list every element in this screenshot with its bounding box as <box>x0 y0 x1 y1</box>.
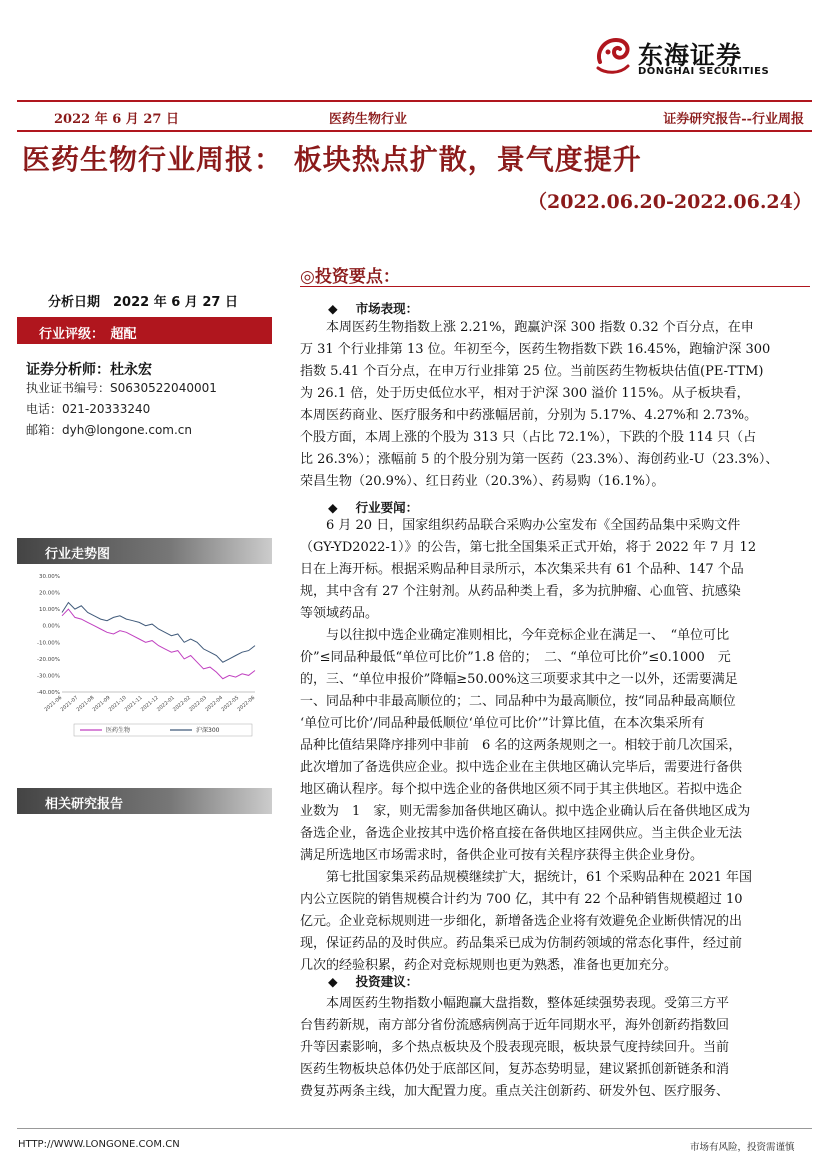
trend-section-title: 行业走势图 <box>45 547 111 562</box>
body-line: 内公立医院的销售规模合计约为 700 亿，其中有 22 个品种销售规模超过 10 <box>300 892 743 907</box>
body-line: 为 26.1 倍，处于历史低位水平，相对于沪深 300 溢价 115%。从子板块看， <box>300 386 750 401</box>
body-line: （GY-YD2022-1）》的公告，第七批全国集采正式开始，将于 2022 年 7 月 12 <box>300 540 757 555</box>
body-line: 此次增加了备选供应企业。拟中选企业在主供地区确认完毕后，需要进行备供 <box>300 760 743 775</box>
brand-name-en: DONGHAI SECURITIES <box>638 66 770 77</box>
analysis-date: 分析日期 2022 年 6 月 27 日 <box>48 295 238 310</box>
body-line: 价”≤同品种最低“单位可比价”1.8 倍的； 二、“单位可比价”≤0.1000 元 <box>300 650 731 665</box>
x-tick-label: 2022-05 <box>220 694 241 713</box>
subsection-news <box>328 498 418 516</box>
x-tick-label: 2021-12 <box>139 694 160 713</box>
key-points-divider <box>300 286 810 287</box>
body-line: 指数 5.41 个百分点，在申万行业排第 25 位。当前医药生物板块估值(PE-TTM) <box>300 364 764 379</box>
report-period: （2022.06.20-2022.06.24） <box>528 191 812 213</box>
dragon-emblem-icon <box>590 32 636 78</box>
body-line: ‘单位可比价’/同品种最低顺位‘单位可比价’”计算比值，在本次集采所有 <box>300 716 705 731</box>
industry-rating-bar <box>17 317 272 344</box>
y-tick-label: -30.00% <box>37 673 60 680</box>
subsection-advice <box>328 972 418 990</box>
legend-label: 沪深300 <box>196 727 220 734</box>
x-tick-label: 2022-03 <box>188 694 209 713</box>
key-points-title: ◎投资要点： <box>300 267 400 287</box>
y-tick-label: 10.00% <box>39 607 60 614</box>
y-tick-label: 0.00% <box>42 623 60 630</box>
related-section-title: 相关研究报告 <box>45 797 124 812</box>
analyst-email[interactable]: 邮箱：dyh@longone.com.cn <box>26 423 193 437</box>
related-section-header <box>17 788 272 814</box>
industry-rating: 行业评级： 超配 <box>39 327 137 342</box>
y-tick-label: -40.00% <box>37 690 60 696</box>
body-line: 本周医药生物指数小幅跑赢大盘指数，整体延续强势表现。受第三方平 <box>300 996 730 1011</box>
body-line: 荣昌生物（20.9%）、红日药业（20.3%）、药易购（16.1%）。 <box>300 474 665 489</box>
report-type: 证券研究报告--行业周报 <box>663 112 804 127</box>
trend-chart <box>30 570 265 740</box>
body-line: 规，其中含有 27 个注射剂。从药品种类上看，多为抗肿瘤、心血管、抗感染 <box>300 584 741 599</box>
y-tick-label: 30.00% <box>39 574 60 580</box>
body-line: 本周医药商业、医疗服务和中药涨幅居前，分别为 5.17%、4.27%和 2.73%。 <box>300 408 758 423</box>
subsection-market <box>328 299 418 317</box>
trend-section-header <box>17 538 272 564</box>
body-line: 日在上海开标。根据采购品种目录所示，本次集采共有 61 个品种、147 个品 <box>300 562 744 577</box>
footer-url[interactable]: HTTP://WWW.LONGONE.COM.CN <box>18 1139 180 1150</box>
brand-name-cn: 东海证券 <box>638 41 743 70</box>
body-line: 几次的经验积累，药企对竞标规则也更为熟悉，准备也更加充分。 <box>300 958 678 973</box>
x-tick-label: 2021-11 <box>123 694 144 713</box>
body-line: 品种比值结果降序排列中非前 6 名的这两条规则之一。相较于前几次国采， <box>300 738 742 753</box>
y-tick-label: 20.00% <box>39 590 60 597</box>
body-line: 医药生物板块总体仍处于底部区间，复苏态势明显，建议紧抓创新链条和消 <box>300 1062 730 1077</box>
body-line: 业数为 1 家，则无需参加备供地区确认。拟中选企业确认后在备供地区成为 <box>300 804 751 819</box>
body-line: 本周医药生物指数上涨 2.21%，跑赢沪深 300 指数 0.32 个百分点，在申 <box>300 320 754 335</box>
x-tick-label: 2022-04 <box>204 694 225 713</box>
series-line-hs300 <box>62 603 255 663</box>
y-tick-label: -20.00% <box>37 656 60 663</box>
x-tick-label: 2021-08 <box>75 694 96 713</box>
body-line: 个股方面，本周上涨的个股为 313 只（占比 72.1%），下跌的个股 114 只（占 <box>300 430 757 445</box>
subsection-market-title: 市场表现： <box>355 301 419 316</box>
body-line: 满足所选地区市场需求时，备供企业可按有关程序获得主供企业身份。 <box>300 848 704 863</box>
x-tick-label: 2021-09 <box>91 694 112 713</box>
body-line: 现，保证药品的及时供应。药品集采已成为仿制药领域的常态化事件，经过前 <box>300 936 743 951</box>
body-line: 6 月 20 日，国家组织药品联合采购办公室发布《全国药品集中采购文件 <box>300 518 741 533</box>
y-tick-label: -10.00% <box>37 640 60 647</box>
x-tick-label: 2021-10 <box>107 694 128 713</box>
diamond-bullet-icon: ◆ <box>328 301 338 316</box>
series-line-pharma <box>62 609 255 679</box>
subsection-news-title: 行业要闻： <box>355 500 419 515</box>
body-line: 台售药新规，南方部分省份流感病例高于近年同期水平，海外创新药指数回 <box>300 1018 730 1033</box>
x-tick-label: 2022-02 <box>172 694 192 713</box>
legend-label: 医药生物 <box>106 727 131 734</box>
body-line: 升等因素影响，多个热点板块及个股表现亮眼，板块景气度持续回升。当前 <box>300 1040 730 1055</box>
body-line: 等领域药品。 <box>300 606 379 621</box>
body-line: 一、同品种中非最高顺位的；二、同品种中为最高顺位，按“同品种最高顺位 <box>300 694 736 709</box>
report-industry: 医药生物行业 <box>329 112 408 127</box>
analyst-cert: 执业证书编号：S0630522040001 <box>26 381 217 395</box>
body-line: 备选企业，备选企业按其中选价格直接在备供地区挂网供应。当主供企业无法 <box>300 826 743 841</box>
x-tick-label: 2022-06 <box>236 694 257 713</box>
body-line: 亿元。企业竞标规则进一步细化，新增备选企业将有效避免企业断供情况的出 <box>300 914 743 929</box>
analyst-name: 证券分析师：杜永宏 <box>26 362 152 378</box>
analyst-phone: 电话：021-20333240 <box>26 402 151 416</box>
body-line: 费复苏两条主线，加大配置力度。重点关注创新药、研发外包、医疗服务、 <box>300 1084 730 1099</box>
trend-chart-svg <box>30 570 265 740</box>
brand-logo <box>590 32 800 82</box>
diamond-bullet-icon: ◆ <box>328 500 338 515</box>
body-line: 的，三、“单位申报价”降幅≥50.00%这三项要求其中之一以外，还需要满足 <box>300 672 738 687</box>
body-line: 地区确认程序。每个拟中选企业的备供地区须不同于其主供地区。若拟中选企 <box>300 782 743 797</box>
body-line: 比 26.3%）；涨幅前 5 的个股分别为第一医药（23.3%）、海创药业-U（23.3%）、 <box>300 452 779 467</box>
body-line: 与以往拟中选企业确定准则相比，今年竞标企业在满足一、 “单位可比 <box>300 628 730 643</box>
report-date: 2022 年 6 月 27 日 <box>54 112 179 127</box>
report-info-bar <box>17 100 812 132</box>
x-tick-label: 2021-07 <box>59 694 80 713</box>
diamond-bullet-icon: ◆ <box>328 974 338 989</box>
footer-risk-notice: 市场有风险，投资需谨慎 <box>690 1142 795 1153</box>
page-title: 医药生物行业周报： 板块热点扩散，景气度提升 <box>22 143 642 176</box>
x-tick-label: 2022-01 <box>155 694 176 713</box>
body-line: 万 31 个行业排第 13 位。年初至今，医药生物指数下跌 16.45%，跑输沪深 300 <box>300 342 771 357</box>
footer-divider <box>17 1128 812 1129</box>
body-line: 第七批国家集采药品规模继续扩大，据统计，61 个采购品种在 2021 年国 <box>300 870 753 885</box>
x-tick-label: 2021-06 <box>43 694 64 713</box>
subsection-advice-title: 投资建议： <box>355 974 419 989</box>
